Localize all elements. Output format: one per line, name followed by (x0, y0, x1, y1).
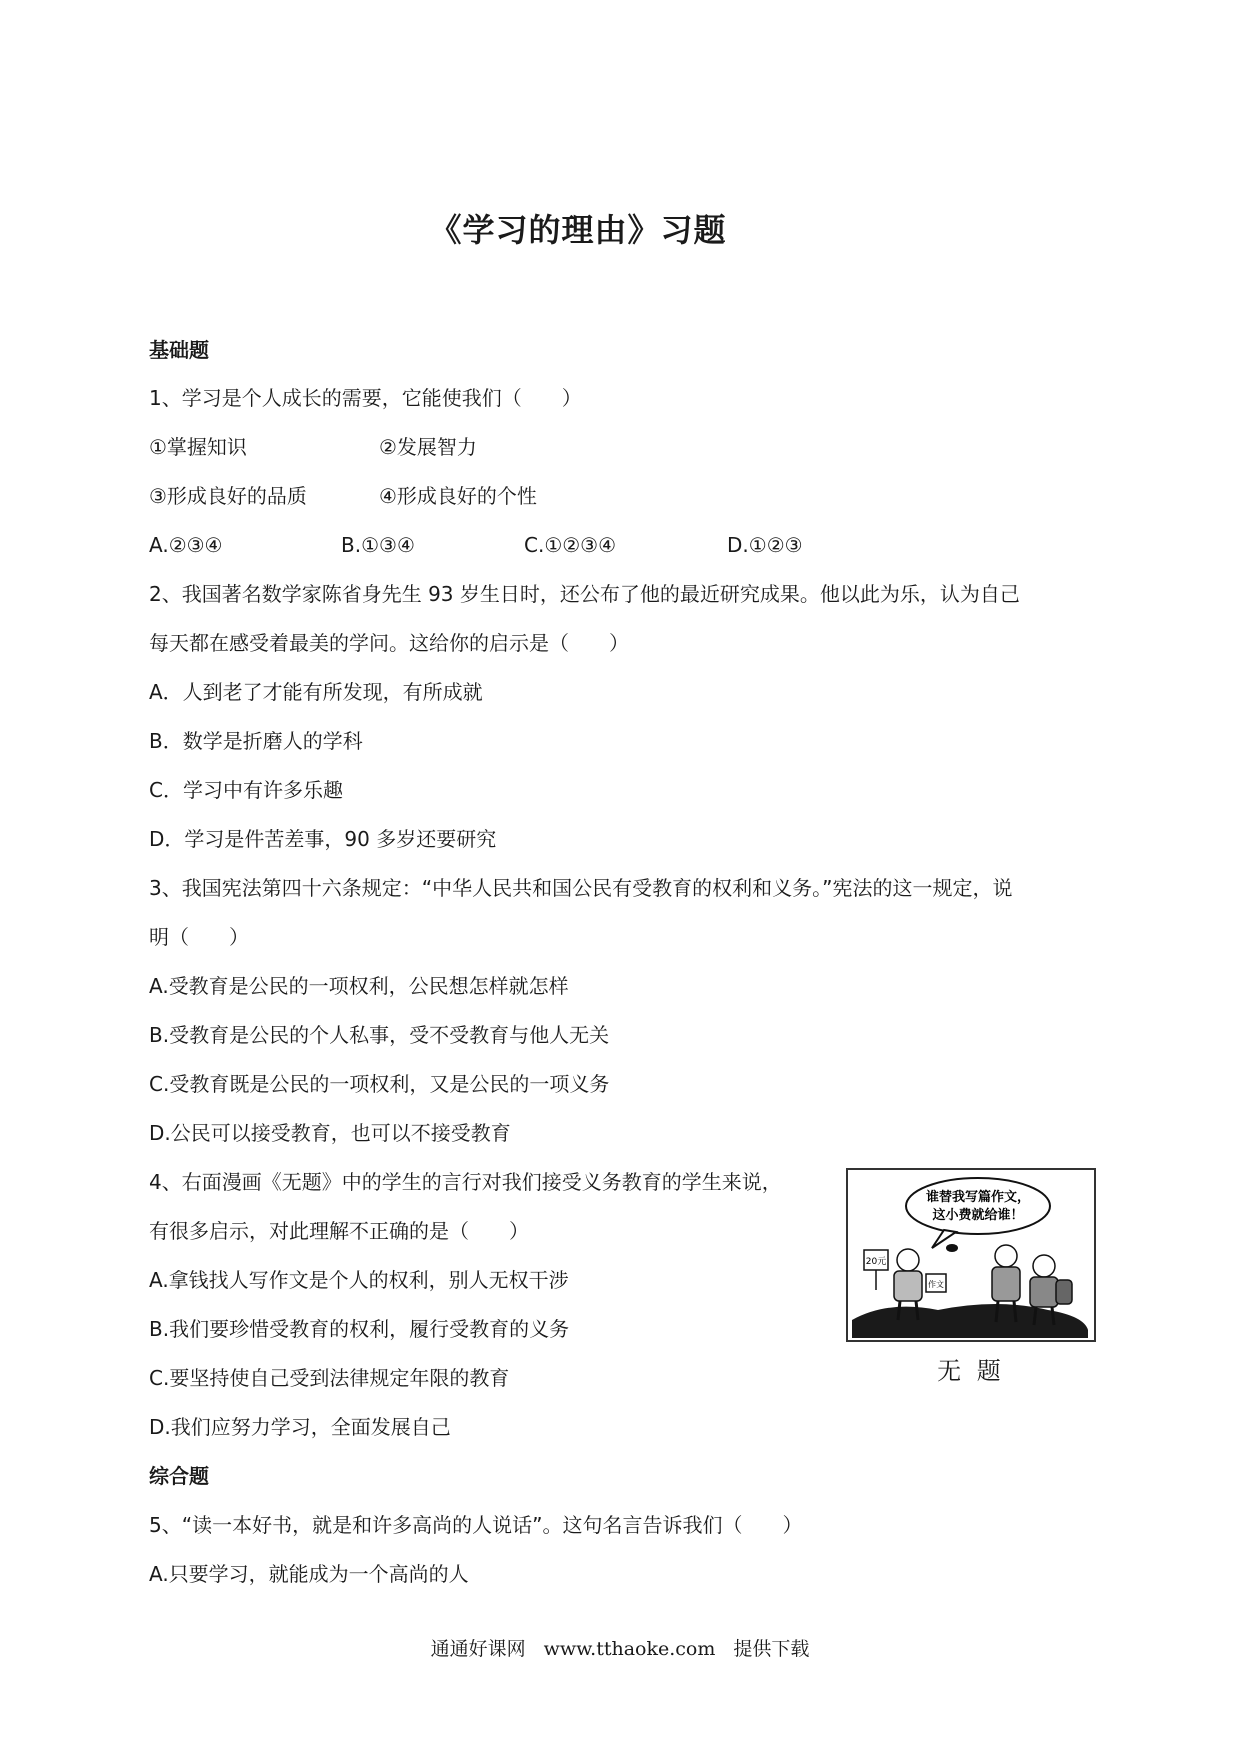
right-student-head (1033, 1255, 1055, 1277)
q1-item-3: ③形成良好的品质 (149, 484, 307, 508)
question-4-stem-line2: 有很多启示，对此理解不正确的是（ ） (149, 1219, 529, 1243)
question-2-stem-line1: 2、我国著名数学家陈省身先生 93 岁生日时，还公布了他的最近研究成果。他以此为乐，认为自己 (149, 582, 1020, 606)
cartoon-image (846, 1168, 1096, 1342)
q1-item-2: ②发展智力 (379, 435, 477, 459)
left-student-leg (898, 1301, 900, 1320)
left-student-head (897, 1249, 919, 1271)
q1-item-4: ④形成良好的个性 (379, 484, 537, 508)
section-heading-basic: 基础题 (149, 338, 209, 362)
speech-bubble (906, 1178, 1050, 1234)
backpack (1056, 1280, 1072, 1304)
question-3-stem-line1: 3、我国宪法第四十六条规定：“中华人民共和国公民有受教育的权利和义务。”宪法的这一规定，说 (149, 876, 1013, 900)
question-3-stem-line2: 明（ ） (149, 925, 249, 949)
bubble-text-line1: 谁替我写篇作文， (925, 1190, 1031, 1205)
footer-suffix: 提供下载 (733, 1638, 810, 1660)
essay-paper-text: 作文 (928, 1280, 944, 1289)
right-student-body (1030, 1277, 1058, 1307)
q2-choice-b: B．数学是折磨人的学科 (149, 729, 363, 753)
q1-item-1: ①掌握知识 (149, 435, 247, 459)
question-4-stem-line1: 4、右面漫画《无题》中的学生的言行对我们接受义务教育的学生来说， (149, 1170, 782, 1194)
q4-choice-a: A.拿钱找人写作文是个人的权利，别人无权干涉 (149, 1268, 569, 1292)
question-5-stem: 5、“读一本好书，就是和许多高尚的人说话”。这句名言告诉我们（ ） (149, 1513, 803, 1537)
q2-choice-d: D．学习是件苦差事，90 多岁还要研究 (149, 827, 497, 851)
page-footer (0, 1634, 1240, 1661)
right-student-leg (1052, 1307, 1054, 1325)
q4-choice-b: B.我们要珍惜受教育的权利，履行受教育的义务 (149, 1317, 570, 1341)
footer-site-name: 通通好课网 (430, 1638, 526, 1660)
right-student-leg (1034, 1307, 1036, 1325)
page-title: 《学习的理由》习题 (429, 211, 727, 249)
q1-choice-a: A.②③④ (149, 533, 223, 557)
question-2-stem-line2: 每天都在感受着最美的学问。这给你的启示是（ ） (149, 631, 629, 655)
question-1-stem: 1、学习是个人成长的需要，它能使我们（ ） (149, 386, 582, 410)
money-sign-text: 20元 (865, 1257, 887, 1267)
q4-choice-d: D.我们应努力学习，全面发展自己 (149, 1415, 451, 1439)
q3-choice-c: C.受教育既是公民的一项权利，又是公民的一项义务 (149, 1072, 610, 1096)
q3-choice-d: D.公民可以接受教育，也可以不接受教育 (149, 1121, 511, 1145)
middle-student-leg (996, 1301, 998, 1322)
q3-choice-a: A.受教育是公民的一项权利，公民想怎样就怎样 (149, 974, 569, 998)
section-heading-comprehensive: 综合题 (149, 1464, 209, 1488)
q1-choice-c: C.①②③④ (524, 533, 617, 557)
q4-choice-c: C.要坚持使自己受到法律规定年限的教育 (149, 1366, 510, 1390)
middle-student-body (992, 1267, 1020, 1301)
middle-student-head (995, 1245, 1017, 1267)
q3-choice-b: B.受教育是公民的个人私事，受不受教育与他人无关 (149, 1023, 610, 1047)
q1-choice-d: D.①②③ (727, 533, 803, 557)
q2-choice-a: A．人到老了才能有所发现，有所成就 (149, 680, 483, 704)
q1-choice-b: B.①③④ (341, 533, 415, 557)
q5-choice-a: A.只要学习，就能成为一个高尚的人 (149, 1562, 469, 1586)
bubble-text-line2: 这小费就给谁！ (932, 1208, 1024, 1223)
thought-dot (946, 1244, 958, 1252)
cartoon-caption: 无 题 (937, 1357, 1005, 1385)
left-student-leg (916, 1301, 918, 1320)
left-student-body (894, 1271, 922, 1301)
footer-url[interactable]: www.tthaoke.com (543, 1638, 716, 1660)
middle-student-leg (1014, 1301, 1016, 1322)
q2-choice-c: C．学习中有许多乐趣 (149, 778, 343, 802)
cartoon-drawing (848, 1170, 1094, 1340)
